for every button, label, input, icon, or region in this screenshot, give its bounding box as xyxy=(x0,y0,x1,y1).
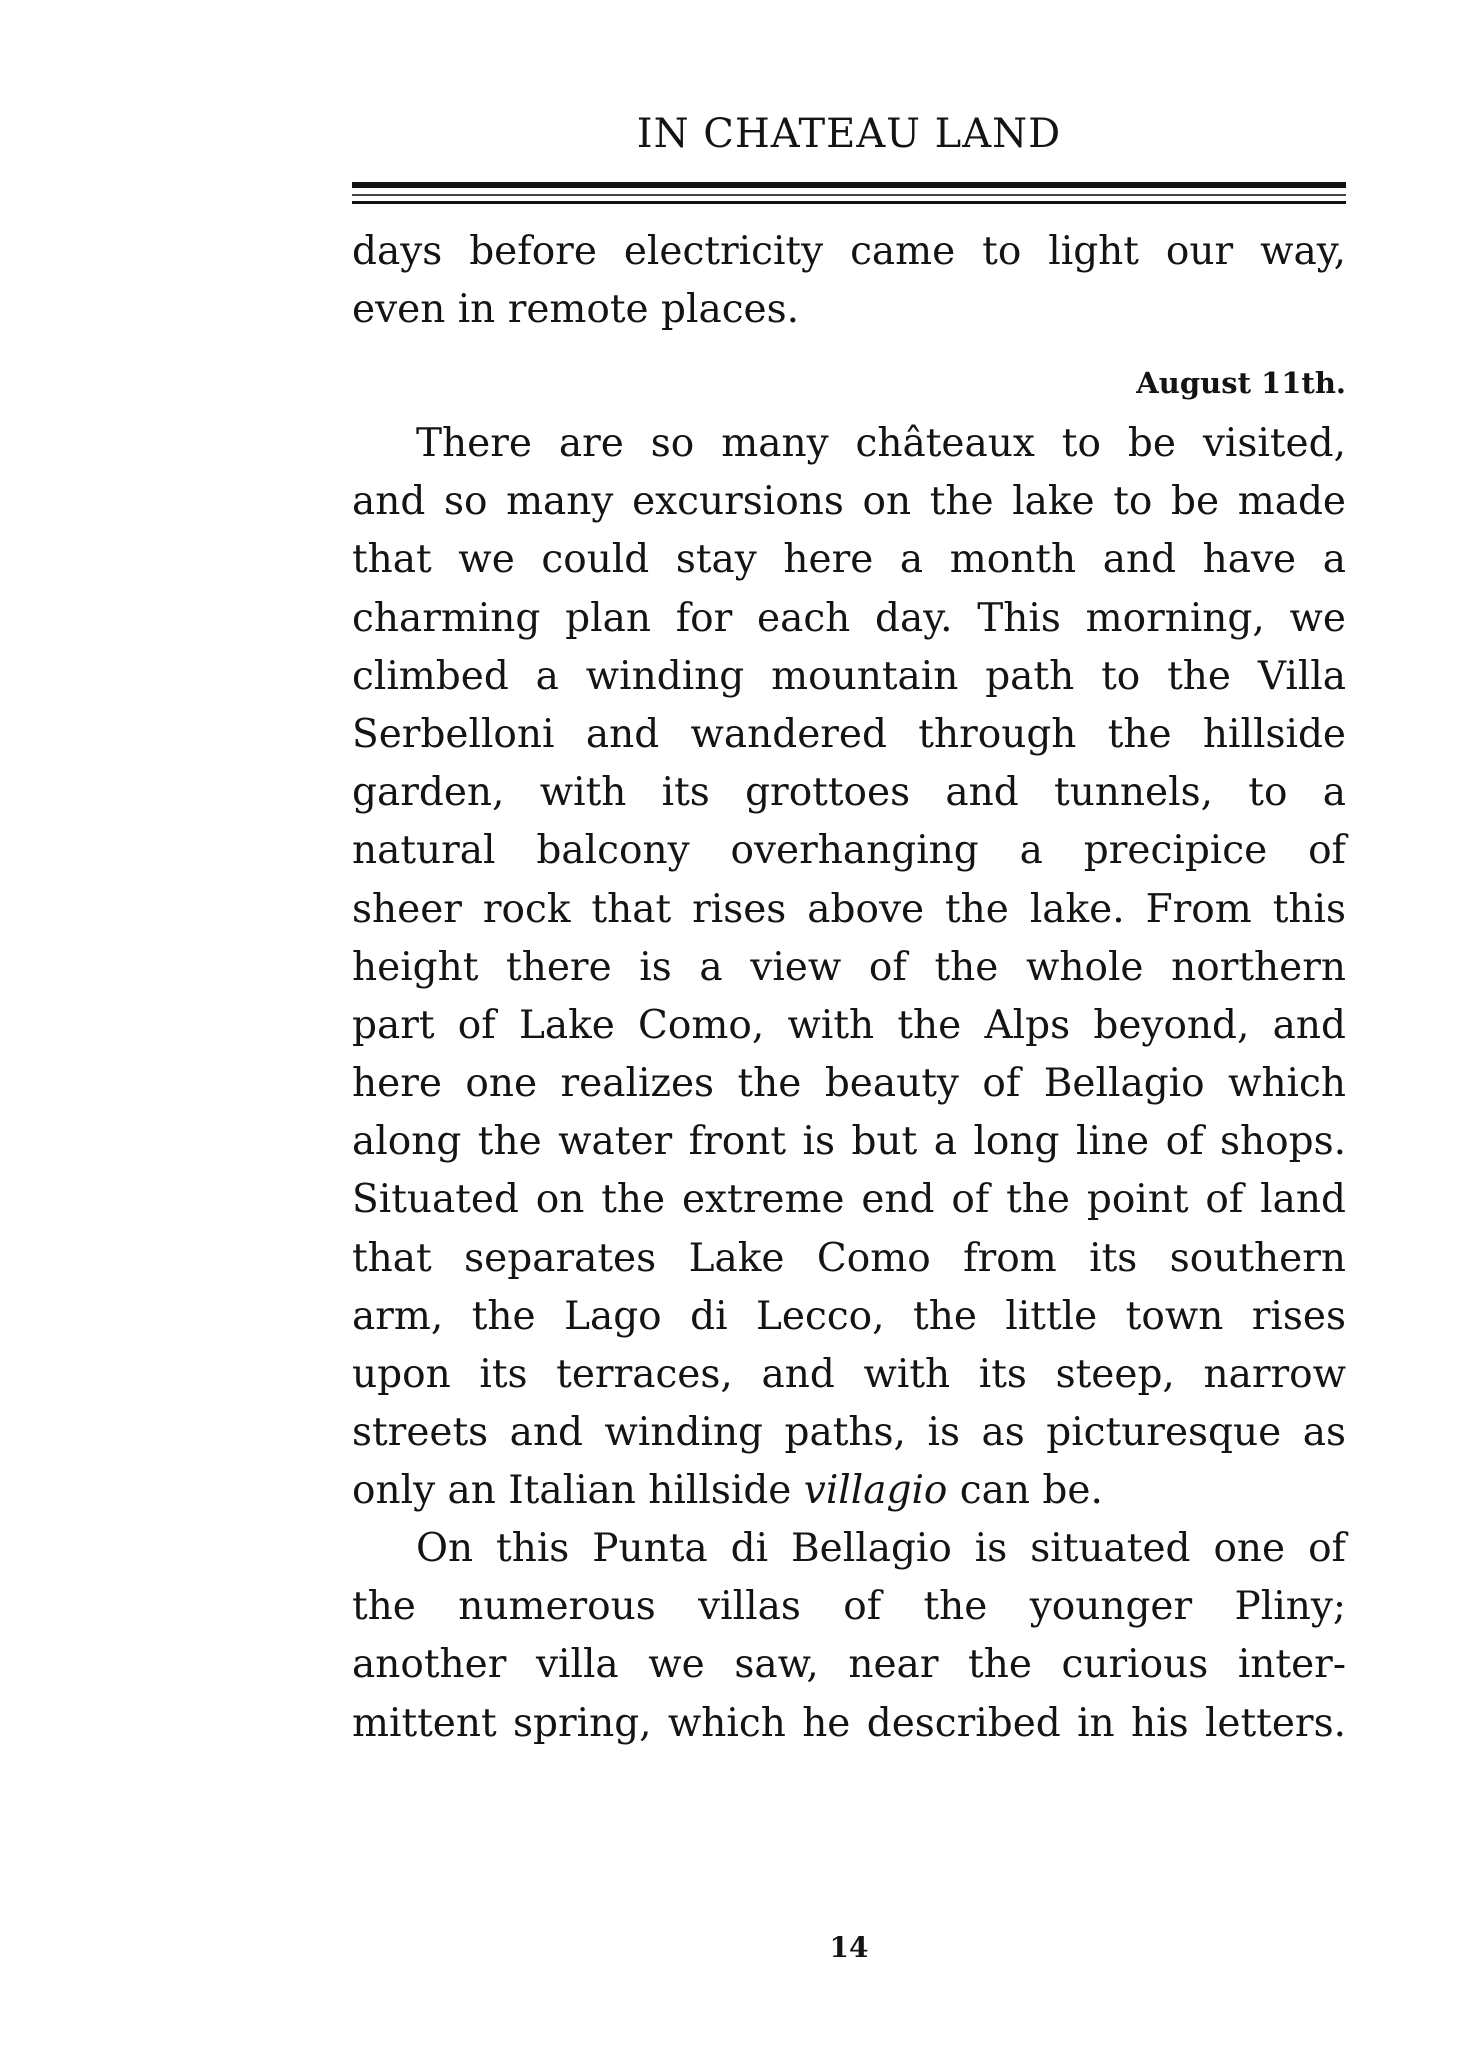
page-number: 14 xyxy=(829,1931,869,1964)
text-line: climbed a winding mountain path to the Villa xyxy=(352,653,1346,699)
text-fragment: can be. xyxy=(947,1468,1103,1514)
italic-word: villagio xyxy=(803,1468,948,1514)
text-line: that separates Lake Como from its southern xyxy=(352,1235,1346,1281)
text-line: the numerous villas of the younger Pliny; xyxy=(352,1584,1346,1630)
text-line: mittent spring, which he described in his letters. xyxy=(352,1700,1346,1746)
opening-text xyxy=(352,223,1346,339)
text-line: height there is a view of the whole northern xyxy=(352,944,1346,990)
paragraph-2 xyxy=(352,1520,1346,1753)
text-line: arm, the Lago di Lecco, the little town rises xyxy=(352,1293,1346,1339)
header-rule xyxy=(352,182,1346,204)
text-line: There are so many châteaux to be visited, xyxy=(416,421,1346,466)
text-line: part of Lake Como, with the Alps beyond, and xyxy=(352,1002,1346,1048)
text-line: streets and winding paths, is as picturesque as xyxy=(352,1410,1346,1456)
text-line: here one realizes the beauty of Bellagio which xyxy=(352,1061,1346,1107)
running-head: IN CHATEAU LAND xyxy=(636,111,1062,157)
text-line: upon its terraces, and with its steep, narrow xyxy=(352,1352,1346,1397)
text-line: charming plan for each day. This morning, we xyxy=(352,595,1346,641)
text-line: sheer rock that rises above the lake. From this xyxy=(352,886,1346,932)
text-line: natural balcony overhanging a precipice of xyxy=(352,828,1346,874)
text-line: On this Punta di Bellagio is situated one of xyxy=(416,1526,1346,1571)
text-line: days before electricity came to light our way, xyxy=(352,229,1346,274)
text-fragment: only an Italian hillside xyxy=(352,1468,804,1514)
text-line: Situated on the extreme end of the point of land xyxy=(352,1177,1346,1223)
text-line: and so many excursions on the lake to be made xyxy=(352,479,1346,525)
text-line: Serbelloni and wandered through the hillside xyxy=(352,711,1346,757)
text-line: another villa we saw, near the curious inter- xyxy=(352,1642,1346,1688)
text-line: that we could stay here a month and have a xyxy=(352,537,1346,583)
text-line: garden, with its grottoes and tunnels, to a xyxy=(352,770,1346,816)
text-line xyxy=(352,1462,1346,1520)
text-line: along the water front is but a long line of shops. xyxy=(352,1119,1346,1165)
text-line: even in remote places. xyxy=(352,287,800,333)
paragraph-1 xyxy=(352,415,1346,1521)
entry-date: August 11th. xyxy=(1136,366,1346,400)
